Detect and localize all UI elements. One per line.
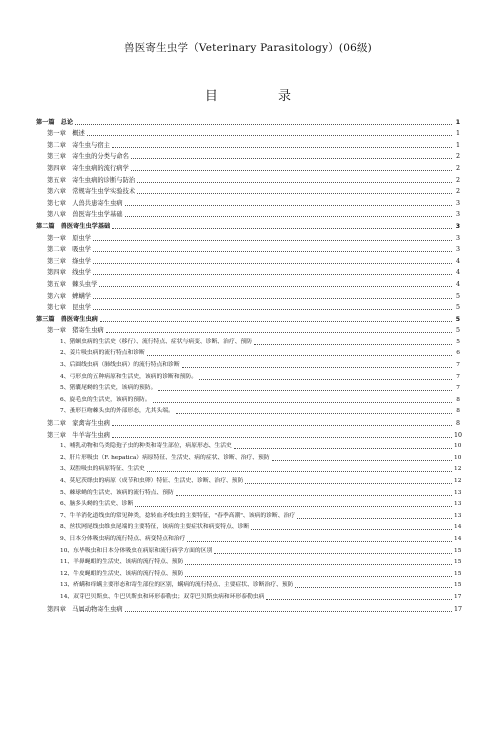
dot-leader — [153, 402, 452, 403]
toc-entry[interactable] — [36, 266, 460, 278]
toc-entry[interactable] — [36, 231, 460, 243]
dot-leader — [125, 216, 452, 217]
toc-entry[interactable] — [36, 463, 460, 475]
toc-entry-page: 17 — [454, 605, 463, 613]
toc-entry-page: 5 — [456, 338, 460, 345]
toc-entry-page: 10 — [454, 431, 463, 439]
toc-entry-label: 第五章 棘头虫学 — [47, 280, 98, 288]
toc-entry-label: 2、肝片形吸虫（F. hepatica）病原特征、生活史、病的症状、诊断、治疗、预防 — [60, 454, 270, 461]
toc-entry-page: 15 — [454, 582, 462, 589]
toc-entry-page: 17 — [454, 593, 462, 600]
toc-entry[interactable] — [36, 254, 460, 266]
dot-leader — [93, 309, 452, 310]
toc-entry-page: 1 — [455, 118, 460, 126]
toc-entry-label: 14、双芽巴贝斯虫、牛巴贝斯虫和环形泰勒虫；双芽巴贝斯虫病和环形泰勒虫病 — [60, 593, 265, 600]
dot-leader — [75, 124, 452, 125]
toc-entry-label: 1、哺乳动物和鸟类隐孢子虫的种类和寄生部位，病原形态、生活史 — [60, 443, 232, 450]
toc-entry[interactable] — [36, 161, 460, 173]
toc-entry-label: 4、弓形虫的五种病原和生活史，该病的诊断和预防。 — [60, 373, 198, 380]
toc-entry-page: 10 — [454, 443, 462, 450]
toc-entry-page: 5 — [455, 315, 460, 323]
dot-leader — [135, 506, 452, 507]
toc-entry-page: 8 — [455, 420, 460, 428]
toc-entry-page: 6 — [456, 350, 460, 357]
toc-entry[interactable] — [36, 185, 460, 197]
toc-entry[interactable] — [36, 521, 460, 533]
dot-leader — [99, 286, 452, 287]
toc-entry-page: 7 — [456, 385, 460, 392]
toc-entry[interactable] — [36, 277, 460, 289]
toc-entry-label: 10、东毕吸虫和日本分体吸虫在病原和流行病学方面的区别 — [60, 547, 213, 554]
toc-entry-label: 第七章 人兽共患寄生虫病 — [47, 199, 123, 207]
toc-entry-page: 13 — [454, 501, 462, 508]
toc-entry-label: 第八章 兽医寄生虫学基础 — [47, 211, 123, 219]
toc-entry[interactable] — [36, 579, 460, 591]
dot-leader — [93, 263, 452, 264]
dot-leader — [245, 483, 452, 484]
toc-entry-page: 2 — [455, 153, 460, 161]
toc-entry-label: 6、脑多头蚴的生活史、诊断 — [60, 501, 134, 508]
dot-leader — [158, 390, 452, 391]
toc-entry[interactable] — [36, 486, 460, 498]
dot-leader — [234, 448, 452, 449]
toc-entry-label: 2、姜片吸虫病的流行特点和诊断 — [60, 350, 145, 357]
dot-leader — [251, 529, 452, 530]
toc-entry[interactable] — [36, 138, 460, 150]
toc-entry-page: 13 — [454, 489, 462, 496]
toc-entry-label: 第一篇 总论 — [36, 118, 74, 126]
table-of-contents — [36, 115, 463, 614]
toc-entry[interactable] — [36, 324, 460, 336]
toc-entry[interactable] — [36, 196, 460, 208]
toc-entry-label: 第四章 线虫学 — [47, 269, 92, 277]
toc-entry-page: 12 — [454, 478, 462, 484]
toc-heading: 目 录 — [204, 89, 320, 104]
dot-leader — [187, 541, 452, 542]
toc-entry[interactable] — [36, 301, 460, 313]
toc-entry[interactable] — [36, 602, 463, 614]
toc-entry-label: 4、莫尼茨绦虫的病原（成节和虫卵）特征、生活史、诊断、治疗、预防 — [60, 478, 244, 484]
toc-entry[interactable] — [36, 219, 460, 231]
dot-leader — [125, 205, 452, 206]
dot-leader — [100, 321, 452, 322]
toc-entry-page: 3 — [455, 234, 460, 242]
dot-leader — [147, 471, 452, 472]
dot-leader — [137, 193, 452, 194]
dot-leader — [112, 425, 452, 426]
toc-entry-page: 14 — [454, 524, 462, 531]
toc-entry-page: 10 — [454, 454, 462, 461]
dot-leader — [93, 274, 452, 275]
toc-entry-label: 5、猪囊尾蚴的生活史，该病的预防。 — [60, 385, 157, 392]
toc-entry[interactable] — [36, 393, 460, 405]
toc-entry[interactable] — [36, 335, 460, 347]
toc-entry-page: 7 — [456, 362, 460, 369]
toc-entry-label: 7、牛羊消化道线虫的常见种类，捻转血矛线虫的主要特征，"春季高潮"、该病的诊断、治疗 — [60, 512, 296, 519]
toc-entry[interactable] — [36, 451, 460, 463]
toc-entry[interactable] — [36, 498, 460, 510]
dot-leader — [185, 564, 452, 565]
toc-entry[interactable] — [36, 173, 460, 185]
toc-entry[interactable] — [36, 509, 460, 521]
dot-leader — [199, 379, 452, 380]
dot-leader — [93, 240, 452, 241]
toc-entry-label: 6、旋毛虫的生活史，该病的预防。 — [60, 396, 151, 403]
toc-entry-label: 第三章 绦虫学 — [47, 257, 92, 265]
toc-entry-label: 第一章 概述 — [47, 130, 85, 138]
dot-leader — [185, 576, 452, 577]
toc-entry-label: 1、猪蛔虫病的生活史（移行）、流行特点、症状与病变、诊断、治疗、预防 — [60, 338, 253, 345]
toc-entry-label: 7、蚤形巨吻棘头虫的外部形态，尤其头端。 — [60, 408, 174, 415]
toc-entry-page: 4 — [455, 269, 460, 277]
toc-entry-label: 第二章 家禽寄生虫病 — [47, 420, 110, 428]
toc-entry-page: 15 — [454, 570, 462, 577]
toc-entry-page: 15 — [454, 547, 462, 554]
toc-entry-label: 第一章 猪寄生虫病 — [47, 327, 104, 335]
toc-entry-label: 第二篇 兽医寄生虫学基础 — [36, 222, 111, 230]
toc-entry-page: 14 — [454, 535, 462, 542]
toc-entry-page: 3 — [455, 211, 460, 219]
toc-entry[interactable] — [36, 382, 460, 394]
toc-entry-label: 第二章 寄生虫与宿主 — [47, 141, 110, 149]
dot-leader — [176, 413, 452, 414]
toc-entry-page: 7 — [456, 373, 460, 380]
dot-leader — [272, 460, 452, 461]
toc-entry[interactable] — [36, 474, 460, 486]
toc-entry[interactable] — [36, 127, 460, 139]
dot-leader — [295, 587, 452, 588]
toc-entry[interactable] — [36, 312, 460, 324]
toc-entry[interactable] — [36, 532, 460, 544]
toc-entry-label: 第六章 蜱螨学 — [47, 292, 92, 300]
toc-entry[interactable] — [36, 440, 460, 452]
toc-entry[interactable] — [36, 556, 460, 568]
toc-entry[interactable] — [36, 289, 460, 301]
toc-entry-label: 11、羊鼻蝇蛆的生活史、该病的流行特点、预防 — [60, 559, 184, 566]
toc-entry-label: 第五章 寄生虫病的诊断与防治 — [47, 176, 136, 184]
toc-entry-label: 第三章 寄生虫的分类与命名 — [47, 153, 129, 161]
dot-leader — [182, 367, 452, 368]
toc-entry-label: 第一章 原虫学 — [47, 234, 92, 242]
toc-entry-page: 5 — [455, 327, 460, 335]
toc-entry[interactable] — [36, 544, 460, 556]
dot-leader — [106, 332, 452, 333]
dot-leader — [297, 518, 452, 519]
dot-leader — [254, 344, 452, 345]
toc-entry-page: 3 — [455, 222, 460, 230]
toc-entry-page: 13 — [454, 512, 462, 519]
toc-entry-page: 3 — [455, 199, 460, 207]
toc-entry-label: 5、棘球蚴的生活史、该病的流行特点、预防 — [60, 489, 174, 496]
toc-entry-page: 5 — [455, 292, 460, 300]
toc-entry[interactable] — [36, 370, 460, 382]
dot-leader — [131, 170, 452, 171]
dot-leader — [125, 611, 452, 612]
toc-entry-page: 3 — [455, 246, 460, 254]
dot-leader — [93, 251, 452, 252]
document-page — [0, 40, 496, 742]
dot-leader — [266, 599, 452, 600]
toc-entry-page: 1 — [455, 130, 460, 138]
toc-entry-page: 1 — [455, 141, 460, 149]
toc-entry[interactable] — [36, 405, 460, 417]
toc-entry[interactable] — [36, 150, 460, 162]
toc-entry-label: 第三篇 兽医寄生虫病 — [36, 315, 98, 323]
dot-leader — [176, 495, 452, 496]
toc-entry-label: 9、日本分体吸虫病的流行特点、病变特点和治疗 — [60, 535, 186, 542]
toc-entry-label: 第二章 吸虫学 — [47, 246, 92, 254]
toc-entry-label: 13、疥螨和痒螨主要形态和寄生部位的区别，螨病的流行特点、主要症状、诊断治疗、预防 — [60, 582, 294, 589]
document-title: 兽医寄生虫学（Veterinary Parasitology）(06级) — [124, 42, 372, 54]
toc-entry[interactable] — [36, 115, 460, 127]
toc-entry[interactable] — [36, 416, 460, 428]
dot-leader — [112, 437, 452, 438]
toc-entry-page: 2 — [455, 188, 460, 196]
toc-entry-page: 8 — [456, 408, 460, 415]
dot-leader — [93, 298, 452, 299]
toc-entry-label: 第七章 昆虫学 — [47, 304, 92, 312]
toc-entry-page: 2 — [455, 176, 460, 184]
toc-entry[interactable] — [36, 347, 460, 359]
toc-entry-label: 第三章 牛羊寄生虫病 — [47, 431, 110, 439]
toc-entry[interactable] — [36, 428, 463, 440]
toc-entry-label: 第六章 常规寄生虫学实验技术 — [47, 188, 136, 196]
dot-leader — [137, 182, 452, 183]
dot-leader — [214, 553, 452, 554]
toc-entry[interactable] — [36, 208, 460, 220]
toc-entry-page: 4 — [455, 280, 460, 288]
toc-entry[interactable] — [36, 358, 460, 370]
toc-entry-page: 12 — [454, 466, 462, 473]
toc-entry-label: 8、丝状网尾线虫维虫尾端的主要特征，该病的主要症状和病变特点、诊断 — [60, 524, 250, 531]
toc-entry-page: 2 — [455, 164, 460, 172]
dot-leader — [112, 228, 452, 229]
dot-leader — [131, 158, 452, 159]
toc-entry-page: 8 — [456, 396, 460, 403]
toc-entry-page: 5 — [455, 304, 460, 312]
toc-entry-label: 3、后圆线虫病（肺线虫病）的流行特点和诊断 — [60, 362, 180, 369]
dot-leader — [87, 135, 452, 136]
toc-entry[interactable] — [36, 243, 460, 255]
toc-entry-label: 第四章 寄生虫病的流行病学 — [47, 164, 129, 172]
dot-leader — [112, 147, 452, 148]
toc-entry[interactable] — [36, 590, 460, 602]
dot-leader — [147, 355, 452, 356]
toc-entry-page: 15 — [454, 559, 462, 566]
toc-entry-page: 4 — [455, 257, 460, 265]
toc-entry-label: 3、双腔吸虫的病原特征、生活史 — [60, 466, 145, 473]
toc-entry-label: 第四章 马属动物寄生虫病 — [47, 605, 123, 613]
toc-entry-label: 12、牛皮蝇蛆的生活史、该病的流行特点、预防 — [60, 570, 184, 577]
toc-entry[interactable] — [36, 567, 460, 579]
